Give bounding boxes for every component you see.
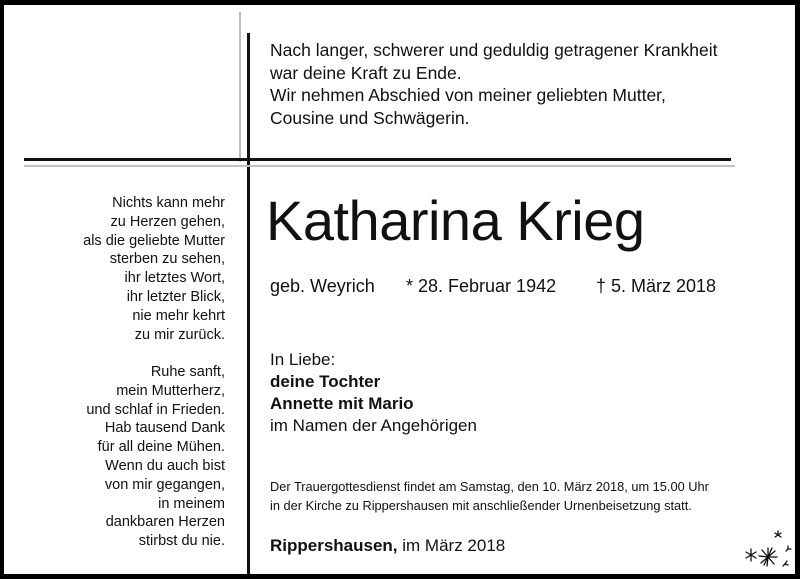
intro-text <box>270 39 770 129</box>
mourners-block <box>270 349 477 437</box>
poem-line: stirbst du nie. <box>138 533 225 550</box>
service-info <box>270 478 709 515</box>
poem-line: ihr letzter Blick, <box>126 288 225 305</box>
cross-horizontal-gray-line <box>24 165 735 167</box>
cross-horizontal-black-line <box>24 158 731 161</box>
poem-line: Hab tausend Dank <box>104 420 225 437</box>
poem-line: von mir gegangen, <box>104 476 225 493</box>
poem-line: als die geliebte Mutter <box>83 232 225 249</box>
poem-line: Nichts kann mehr <box>112 195 225 211</box>
service-line: in der Kirche zu Rippershausen mit anschließender Urnenbeisetzung statt. <box>270 497 692 513</box>
intro-line: Nach langer, schwerer und geduldig getragener Krankheit <box>270 40 718 60</box>
death-date: † 5. März 2018 <box>596 276 717 296</box>
birth-date: * 28. Februar 1942 <box>406 276 557 296</box>
deceased-name: Katharina Krieg <box>266 189 645 252</box>
intro-line: Cousine und Schwägerin. <box>270 107 470 128</box>
cross-vertical-black-line <box>247 33 250 574</box>
place-name: Rippershausen, <box>270 536 398 555</box>
poem-line: mein Mutterherz, <box>116 382 225 399</box>
dandelion-ornament-icon <box>738 525 794 571</box>
poem-line: zu Herzen gehen, <box>110 213 225 230</box>
notice-date: im März 2018 <box>397 536 506 555</box>
poem-line: für all deine Mühen. <box>97 439 225 456</box>
birth-name: geb. Weyrich <box>270 276 375 296</box>
poem-line: Wenn du auch bist <box>105 457 225 474</box>
mourner-names: Annette mit Mario <box>270 394 414 413</box>
poem-bottom <box>86 363 225 551</box>
poem-line: ihr letztes Wort, <box>124 270 225 287</box>
poem-line: nie mehr kehrt <box>132 307 225 324</box>
poem-line: zu mir zurück. <box>134 326 225 343</box>
intro-line: war deine Kraft zu Ende. <box>270 62 462 83</box>
poem-line: Ruhe sanft, <box>150 364 225 380</box>
service-line: Der Trauergottesdienst findet am Samstag, den 10. März 2018, um 15.00 Uhr <box>270 479 709 494</box>
cross-vertical-gray-line <box>239 12 241 162</box>
mourners-intro: In Liebe: <box>270 350 336 369</box>
intro-line: Wir nehmen Abschied von meiner geliebten Mutter, <box>270 85 666 105</box>
poem-line: dankbaren Herzen <box>105 514 225 531</box>
poem-top <box>83 194 225 344</box>
place-date <box>270 535 505 557</box>
poem-line: in meinem <box>158 495 225 512</box>
obituary-notice <box>4 5 795 574</box>
mourners-relatives: im Namen der Angehörigen <box>270 416 477 435</box>
mourner-daughter: deine Tochter <box>270 372 381 391</box>
poem-line: und schlaf in Frieden. <box>86 401 225 418</box>
poem-line: sterben zu sehen, <box>109 251 225 268</box>
